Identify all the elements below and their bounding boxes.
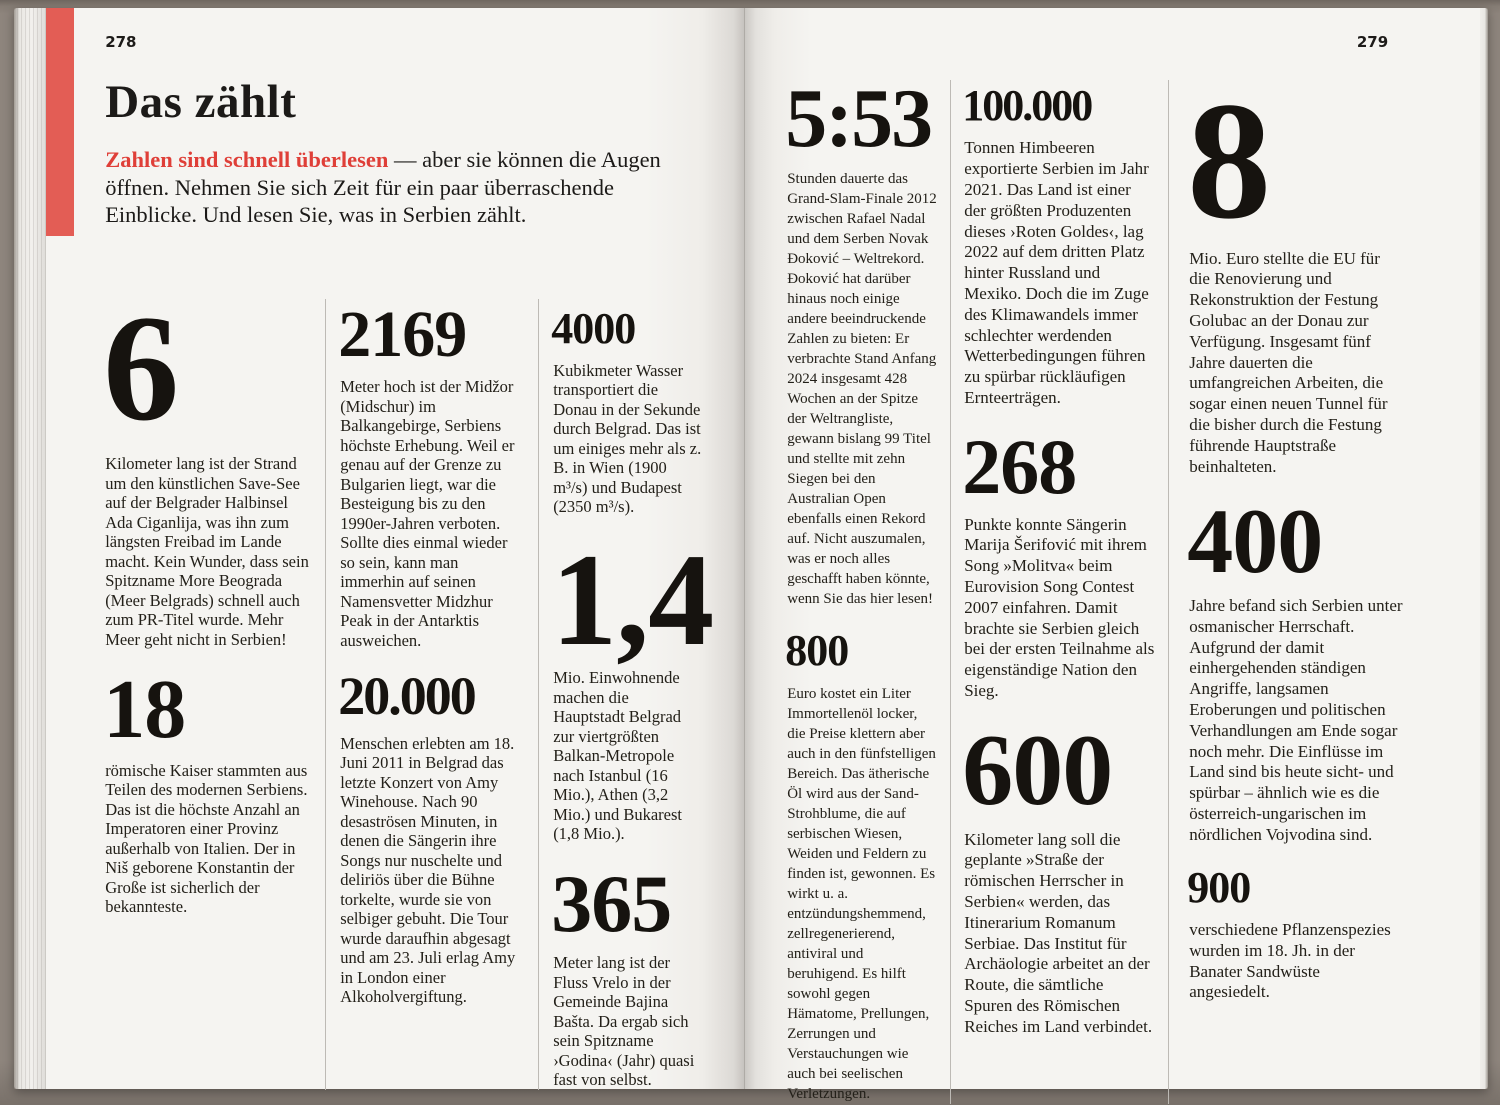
stat-caption: Meter hoch ist der Midžor (Midschur) im Balkangebirge, Serbiens höchste Erhebung. Weil er genau auf der Grenze zu Bulgarien liegt, war die Besteigung bis zu den 1990er-Jahren verboten. Sollte dies einmal wieder so sein, kann man immerhin auf seinen Namensvetter Midzhur Peak in der Antarktis ausweichen. xyxy=(340,377,515,650)
stat-block xyxy=(338,297,522,651)
left-page-columns xyxy=(103,283,744,1090)
stat-caption: Punkte konnte Sängerin Marija Šerifović mit ihrem Song »Molitva« beim Eurovision Song Contest 2007 einfahren. Damit brachte sie Serbien gleich bei der ersten Teilnahme als eigenständige Nation den Sieg. xyxy=(964,514,1155,700)
stat-block xyxy=(1187,490,1404,845)
stat-block xyxy=(338,666,522,1007)
stat-block xyxy=(962,81,1155,409)
column-1 xyxy=(103,283,325,1090)
page-number-right: 279 xyxy=(1356,33,1389,51)
page-stack-left-edge xyxy=(14,8,46,1089)
intro-rest: — aber sie können die Augen öffnen. Nehmen Sie sich Zeit für ein paar überraschende Einblicke. Und lesen Sie, was in Serbien zählt. xyxy=(105,147,661,227)
left-page xyxy=(46,8,744,1089)
page-title: Das zählt xyxy=(105,76,297,128)
stat-block xyxy=(962,422,1155,702)
stat-caption: Tonnen Himbeeren exportierte Serbien im Jahr 2021. Das Land ist einer der größten Produzenten dieses ›Roten Goldes‹, lag 2022 auf dem dritten Platz hinter Russland und Mexiko. Doch die im Zuge des Klimawandels immer schlechter werdenden Wetterbedingungen führen zu spürbar rückläufigen Ernteerträgen. xyxy=(964,138,1149,408)
stat-block xyxy=(785,72,937,609)
intro-paragraph xyxy=(105,146,689,229)
stat-caption: Jahre befand sich Serbien unter osmanischer Herrschaft. Aufgrund der damit einhergehenden ständigen Angriffe, langsamen Eroberungen und politischen Verhandlungen am Ende sogar noch mehr. Die Einflüsse im Land sind bis heute sicht- und spürbar – ähnlich wie es die österreich-ungarischen im nördlichen Vojvodina sind. xyxy=(1189,595,1403,844)
stat-block xyxy=(1187,862,1404,1004)
page-stack-right-edge xyxy=(1480,8,1488,1089)
stat-block xyxy=(103,283,309,650)
column-2 xyxy=(325,299,538,1090)
stat-caption: Meter lang ist der Fluss Vrelo in der Gemeinde Bajina Bašta. Da ergab sich sein Spitzname ›Godina‹ (Jahr) quasi fast von selbst. xyxy=(553,953,695,1090)
stat-number: 900 xyxy=(1187,862,1251,912)
right-page xyxy=(744,8,1480,1102)
stat-block xyxy=(551,303,702,517)
open-book xyxy=(14,8,1488,1102)
stat-number: 8 xyxy=(1187,68,1271,254)
stat-number: 6 xyxy=(103,283,179,452)
stat-block xyxy=(551,857,702,1090)
stat-caption: Mio. Euro stellte die EU für die Renovierung und Rekonstruktion der Festung Golubac an der Donau zur Verfügung. Insgesamt fünf Jahre dauerten die umfangreichen Arbeiten, die sogar einen neuen Tunnel für die bisher durch die Festung führende Hauptstraße beinhalteten. xyxy=(1189,248,1388,476)
stat-number: 5:53 xyxy=(785,72,932,165)
stat-number: 268 xyxy=(962,422,1077,510)
stat-number: 2169 xyxy=(338,297,467,371)
stat-caption: römische Kaiser stammten aus Teilen des modernen Serbiens. Das ist die höchste Anzahl an Imperatoren einer Provinz außerhalb von Italien. Der in Niš geborene Konstantin der Große ist sicherlich der bekannteste. xyxy=(105,760,308,917)
stat-number: 20.000 xyxy=(338,666,475,727)
stat-number: 600 xyxy=(962,713,1113,827)
stat-block xyxy=(962,713,1155,1038)
column-1 xyxy=(785,72,950,1104)
stat-number: 4000 xyxy=(551,303,636,353)
column-3 xyxy=(1168,68,1408,1104)
right-page-columns xyxy=(787,8,1480,1104)
stat-block xyxy=(1187,68,1404,477)
stat-number: 18 xyxy=(103,663,186,757)
stat-block xyxy=(785,626,937,1103)
column-2 xyxy=(950,80,1168,1104)
column-3 xyxy=(538,299,718,1090)
stat-caption: Menschen erlebten am 18. Juni 2011 in Belgrad das letzte Konzert von Amy Winehouse. Nach 90 desaströsen Minuten, in denen die Sängerin ihre Songs nur nuschelte und deliriös über die Bühne torkelte, wurde sie von selbiger gebuht. Die Tour wurde daraufhin abgesagt und am 23. Juli erlag Amy in London einer Alkoholvergiftung. xyxy=(340,733,516,1007)
stat-number: 100.000 xyxy=(962,81,1092,130)
intro-lead: Zahlen sind schnell überlesen xyxy=(105,147,389,172)
stat-number: 400 xyxy=(1187,490,1323,593)
stat-caption: Euro kostet ein Liter Immortellenöl locker, die Preise klettern aber auch in den fünfstelligen Bereich. Das ätherische Öl wird aus der Sand-Strohblume, die auf serbischen Wiesen, Weiden und Feldern zu finden ist, gewonnen. Es wirkt u. a. entzündungshemmend, zellregenerierend, antiviral und beruhigend. Es hilft sowohl gegen Hämatome, Prellungen, Zerrungen und Verstauchungen wie auch bei seelischen Verletzungen. xyxy=(787,685,936,1102)
stat-block xyxy=(103,663,309,917)
stat-number: 1,4 xyxy=(551,525,714,673)
stat-block xyxy=(551,525,714,844)
stat-caption: Kubikmeter Wasser transportiert die Donau in der Sekunde durch Belgrad. Das ist um einiges mehr als z. B. in Wien (1900 m³/s) und Budapest (2350 m³/s). xyxy=(553,360,702,517)
stat-number: 800 xyxy=(785,626,849,676)
stat-caption: Stunden dauerte das Grand-Slam-Finale 2012 zwischen Rafael Nadal und dem Serben Novak Đoković – Weltrekord. Đoković hat darüber hinaus noch einige andere beeindruckende Zahlen zu bieten: Er verbrachte Stand Anfang 2024 insgesamt 428 Wochen an der Spitze der Weltrangliste, gewann bislang 99 Titel und stellte mit zehn Siegen bei den Australian Open ebenfalls einen Rekord auf. Nicht auszumalen, was er noch alles geschafft haben könnte, wenn Sie das hier lesen! xyxy=(787,171,937,608)
page-number-left: 278 xyxy=(105,33,137,51)
stat-caption: verschiedene Pflanzenspezies wurden im 18. Jh. in der Banater Sandwüste angesiedelt. xyxy=(1189,919,1391,1002)
stat-number: 365 xyxy=(551,857,672,949)
stat-caption: Kilometer lang soll die geplante »Straße der römischen Herrscher in Serbien« werden, das Itinerarium Romanum Serbiae. Das Institut für Archäologie arbeitet an der Route, die sämtliche Spuren des Römischen Reiches im Land verbindet. xyxy=(964,829,1153,1036)
chapter-marker-bar xyxy=(46,8,74,236)
stat-caption: Kilometer lang ist der Strand um den künstlichen Save-See auf der Belgrader Halbinsel Ada Ciganlija, was ihn zum längsten Freibad im Lande macht. Kein Wunder, dass sein Spitzname More Beograda (Meer Belgrads) schnell auch zum PR-Titel wurde. Mehr Meer geht nicht in Serbien! xyxy=(105,454,309,649)
stat-caption: Mio. Einwohnende machen die Hauptstadt Belgrad zur viertgrößten Balkan-Metropole nach Istanbul (16 Mio.), Athen (3,2 Mio.) und Bukarest (1,8 Mio.). xyxy=(553,668,682,844)
